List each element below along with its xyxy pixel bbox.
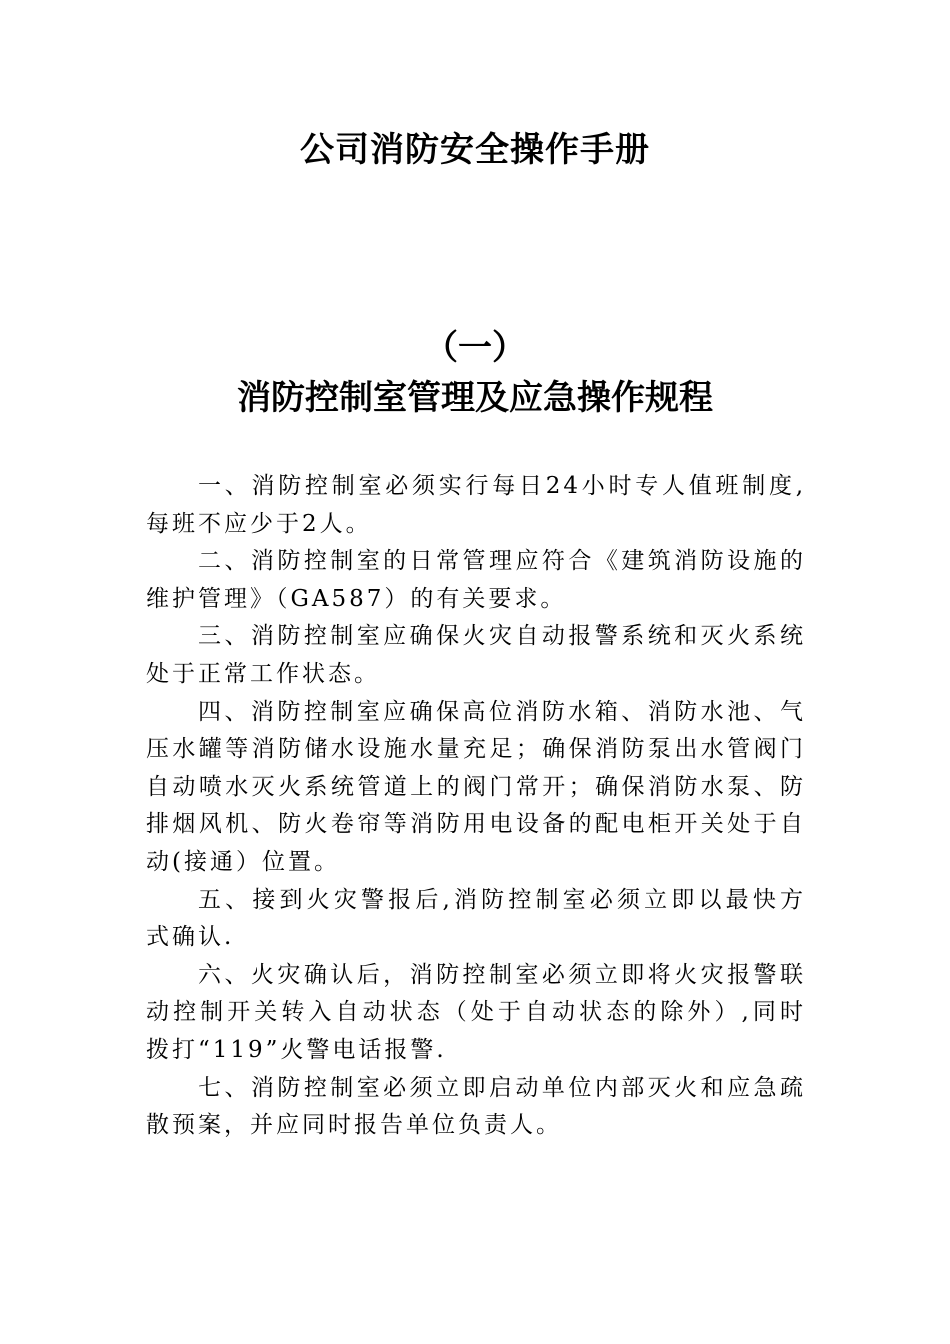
section-title: 消防控制室管理及应急操作规程 bbox=[237, 378, 713, 418]
paragraph-1: 一、消防控制室必须实行每日24小时专人值班制度,每班不应少于2人。 bbox=[146, 473, 806, 537]
paragraph-6: 六、火灾确认后，消防控制室必须立即将火灾报警联动控制开关转入自动状态（处于自动状态的除外）,同时拨打“119”火警电话报警. bbox=[146, 961, 806, 1063]
paragraph-4: 四、消防控制室应确保高位消防水箱、消防水池、气压水罐等消防储水设施水量充足；确保消防泵出水管阀门自动喷水灭火系统管道上的阀门常开；确保消防水泵、防排烟风机、防火卷帘等消防用电设备的配电柜开关处于自动(接通）位置。 bbox=[146, 698, 806, 875]
document-title: 公司消防安全操作手册 bbox=[300, 130, 650, 170]
paragraph-5: 五、接到火灾警报后,消防控制室必须立即以最快方式确认. bbox=[146, 886, 806, 951]
paragraph-7: 七、消防控制室必须立即启动单位内部灭火和应急疏散预案，并应同时报告单位负责人。 bbox=[146, 1074, 806, 1139]
paragraph-3: 三、消防控制室应确保火灾自动报警系统和灭火系统处于正常工作状态。 bbox=[146, 623, 806, 687]
paragraph-2: 二、消防控制室的日常管理应符合《建筑消防设施的维护管理》（GA587）的有关要求。 bbox=[146, 548, 806, 612]
section-body bbox=[146, 468, 806, 1145]
section-number: （一） bbox=[424, 328, 526, 368]
